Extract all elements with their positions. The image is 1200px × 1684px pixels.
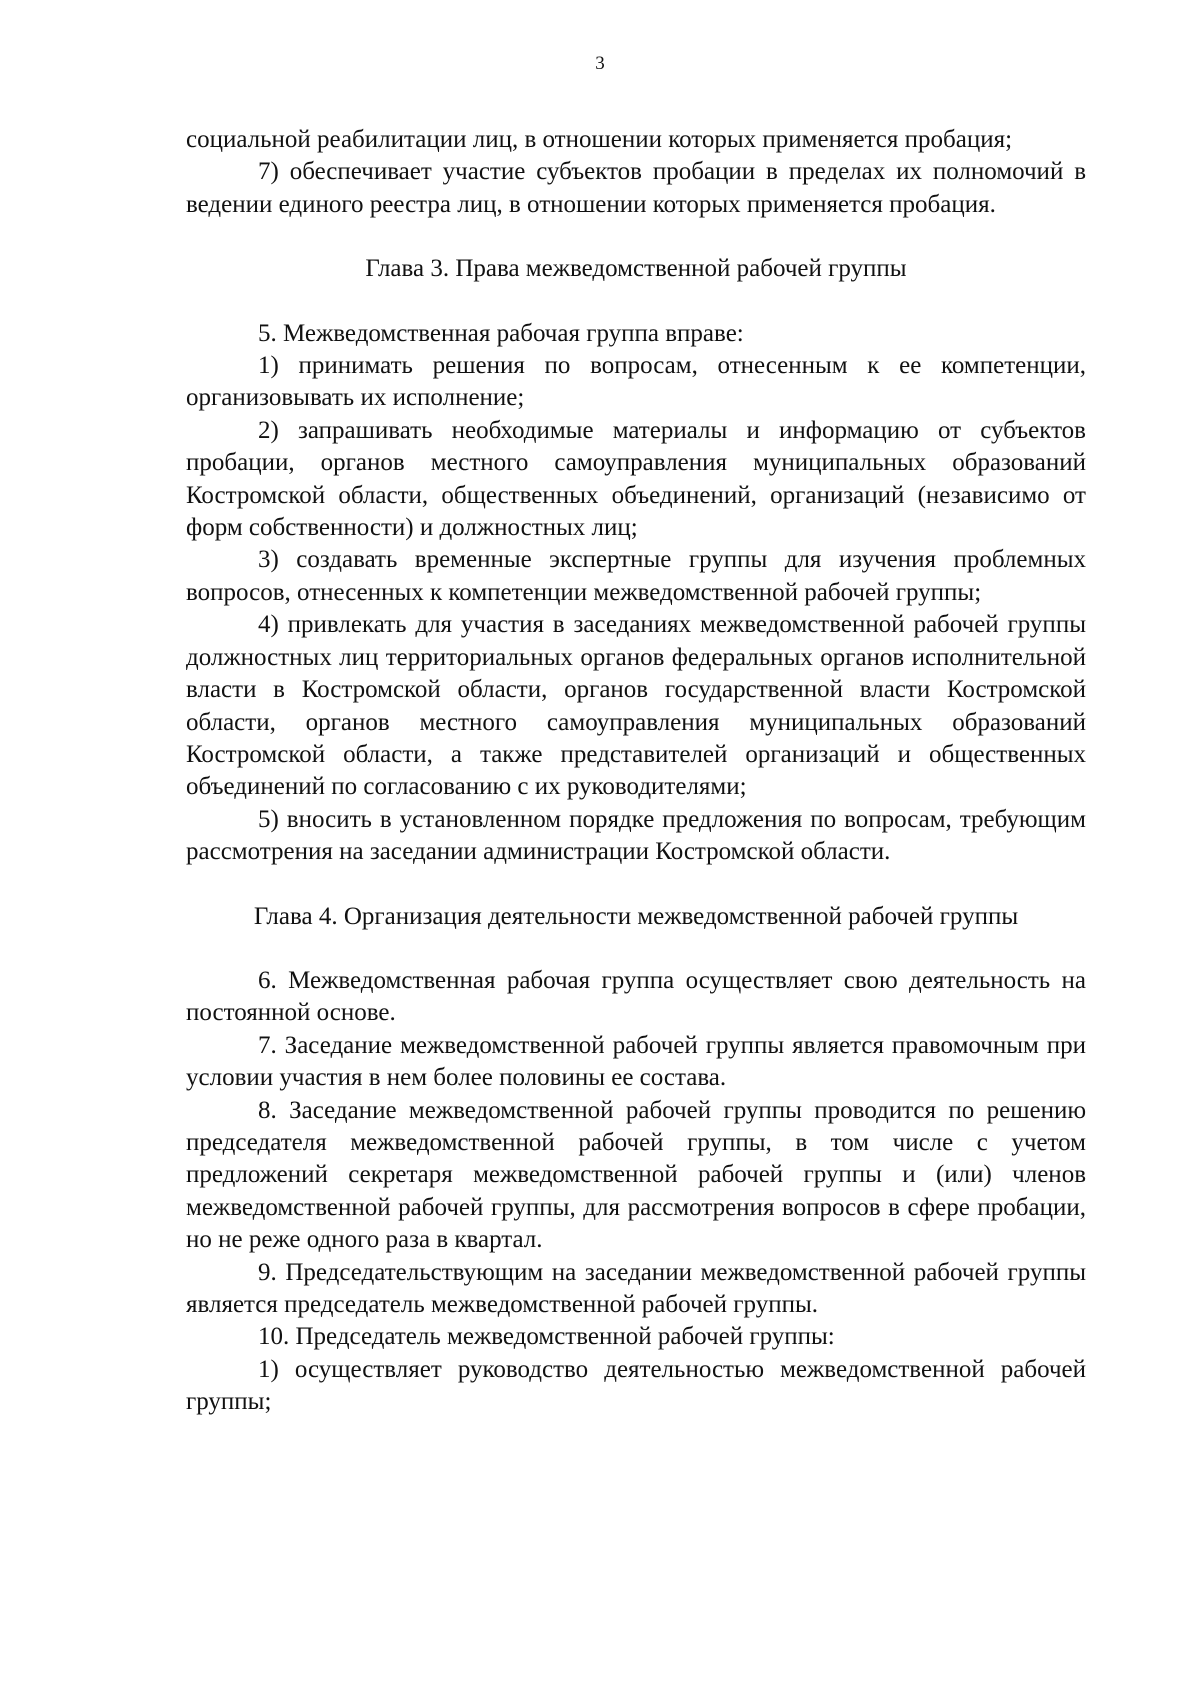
section-10-paragraph: 10. Председатель межведомственной рабочей группы: bbox=[258, 1323, 835, 1351]
chapter-4-heading: Глава 4. Организация деятельности межведомственной рабочей группы bbox=[253, 902, 1019, 930]
section-5-intro: 5. Межведомственная рабочая группа вправе: bbox=[258, 319, 744, 347]
rights-item-3: 3) создавать временные экспертные группы для изучения проблемных вопросов, отнесенных к компетенции межведомственной рабочей группы; bbox=[186, 546, 1086, 606]
page-number: 3 bbox=[595, 53, 605, 74]
list-item-7: 7) обеспечивает участие субъектов пробации в пределах их полномочий в ведении единого реестра лиц, в отношении которых применяется пробация. bbox=[186, 158, 1086, 218]
section-7-paragraph: 7. Заседание межведомственной рабочей группы является правомочным при условии участия в нем более половины ее состава. bbox=[186, 1031, 1086, 1092]
section-9-paragraph: 9. Председательствующим на заседании межведомственной рабочей группы является председатель межведомственной рабочей группы. bbox=[186, 1258, 1086, 1318]
rights-item-2: 2) запрашивать необходимые материалы и информацию от субъектов пробации, органов местного самоуправления муниципальных образований Костромской области, общественных объединений, организаций (независимо от форм собственности) и должностных лиц; bbox=[186, 416, 1086, 542]
chapter-3-heading: Глава 3. Права межведомственной рабочей группы bbox=[365, 255, 907, 283]
section-6-paragraph: 6. Межведомственная рабочая группа осуществляет свою деятельность на постоянной основе. bbox=[186, 966, 1086, 1027]
chairman-duty-item-1: 1) осуществляет руководство деятельностью межведомственной рабочей группы; bbox=[186, 1355, 1086, 1416]
document-body bbox=[186, 124, 1086, 1419]
rights-item-4: 4) привлекать для участия в заседаниях межведомственной рабочей группы должностных лиц территориальных органов федеральных органов исполнительной власти в Костромской области, органов государственной власти Костромской области, органов местного самоуправления муниципальных образований Костромской области, а также представителей организаций и общественных объединений по согласованию с их руководителями; bbox=[186, 611, 1086, 801]
rights-item-5: 5) вносить в установленном порядке предложения по вопросам, требующим рассмотрения на заседании администрации Костромской области. bbox=[186, 805, 1086, 866]
rights-item-1: 1) принимать решения по вопросам, отнесенным к ее компетенции, организовывать их исполнение; bbox=[186, 352, 1086, 412]
continuation-paragraph: социальной реабилитации лиц, в отношении которых применяется пробация; bbox=[186, 126, 1013, 153]
section-8-paragraph: 8. Заседание межведомственной рабочей группы проводится по решению председателя межведомственной рабочей группы, в том числе с учетом предложений секретаря межведомственной рабочей группы и (или) членов межведомственной рабочей группы, для рассмотрения вопросов в сфере пробации, но не реже одного раза в квартал. bbox=[186, 1096, 1086, 1254]
